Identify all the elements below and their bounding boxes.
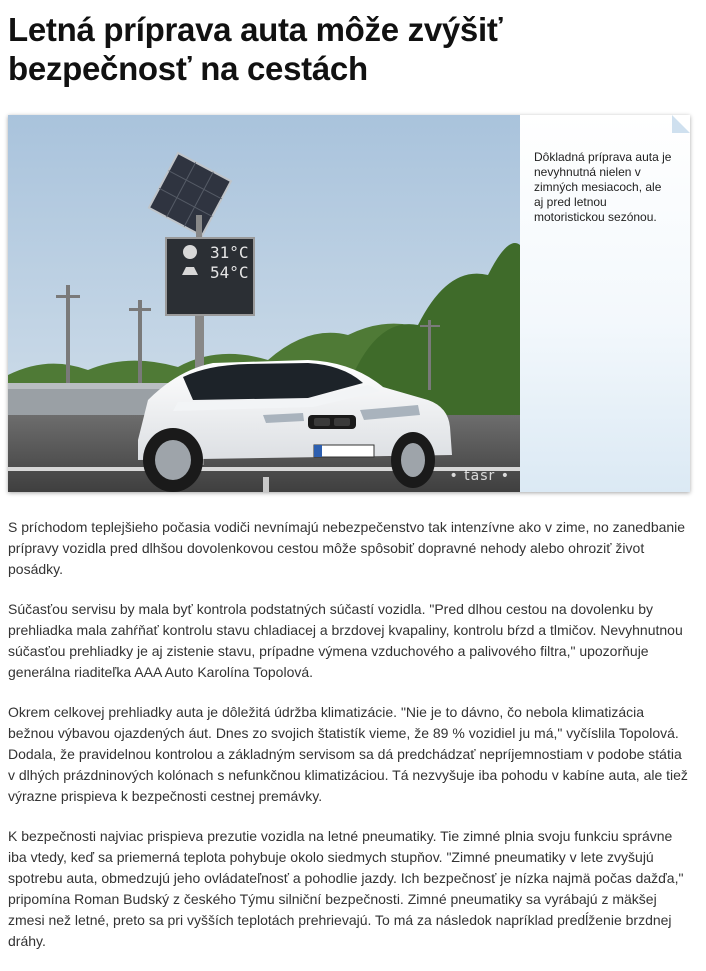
car-photo-illustration xyxy=(8,115,520,492)
article-photo[interactable] xyxy=(8,115,520,492)
article-figure xyxy=(8,115,690,492)
paragraph-1: S príchodom teplejšieho počasia vodiči nevnímajú nebezpečenstvo tak intenzívne ako v zime, no zanedbanie prípravy vozidla pred dlhšou dovolenkovou cestou môže spôsobiť dopravné nehody alebo ohroziť život posádky. xyxy=(8,519,686,577)
page-fold-corner xyxy=(672,115,690,133)
paragraph-2: Súčasťou servisu by mala byť kontrola podstatných súčastí vozidla. "Pred dlhou cestou na dovolenku by prehliadka mala zahŕňať kontrolu stavu chladiacej a brzdovej kvapaliny, kontrolu bŕzd a tlmičov. Nevyhnutnou súčasťou prehliadky je aj zistenie stavu, prípadne výmena vzduchového a palivového filtra," upozorňuje generálna riaditeľka AAA Auto Karolína Topolová. xyxy=(8,601,683,680)
photo-caption: Dôkladná príprava auta je nevyhnutná nielen v zimných mesiacoch, ale aj pred letnou motoristickou sezónou. xyxy=(534,150,672,224)
sign-air-temp: 31°C xyxy=(210,243,249,262)
article-body xyxy=(8,517,688,971)
photo-watermark: • tasr • xyxy=(449,468,510,484)
paragraph-4: K bezpečnosti najviac prispieva prezutie vozidla na letné pneumatiky. Tie zimné plnia svoju funkciu správne iba vtedy, keď sa priemerná teplota pohybuje okolo siedmych stupňov. "Zimné pneumatiky v lete zvyšujú spotrebu auta, obmedzujú jeho ovládateľnosť a pohodlie jazdy. Ich bezpečnosť je nízka najmä počas dažďa," pripomína Roman Budský z českého Týmu silniční bezpečnosti. Zimné pneumatiky sa vyrábajú z mäkšej zmesi než letné, preto sa pri vyšších teplotách prehrievajú. To má za následok napríklad predĺženie brzdnej dráhy. xyxy=(8,828,684,949)
paragraph-3: Okrem celkovej prehliadky auta je dôležitá údržba klimatizácie. "Nie je to dávno, čo nebola klimatizácia bežnou výbavou ojazdených áut. Dnes zo svojich štatistík vieme, že 89 % vozidiel ju má," vyčíslila Topolová. Dodala, že pravidelnou kontrolou a základným servisom sa dá predchádzať nepríjemnostiam v podobe státia v dlhých prázdninových kolónach s nefunkčnou klimatizáciou. Tá nezvyšuje iba pohodu v kabíne auta, ale tiež výrazne prispieva k bezpečnosti cestnej premávky. xyxy=(8,704,688,804)
photo-caption-box xyxy=(520,115,690,492)
sign-road-temp: 54°C xyxy=(210,263,249,282)
article-headline: Letná príprava auta môže zvýšiť bezpečnosť na cestách xyxy=(8,11,503,87)
